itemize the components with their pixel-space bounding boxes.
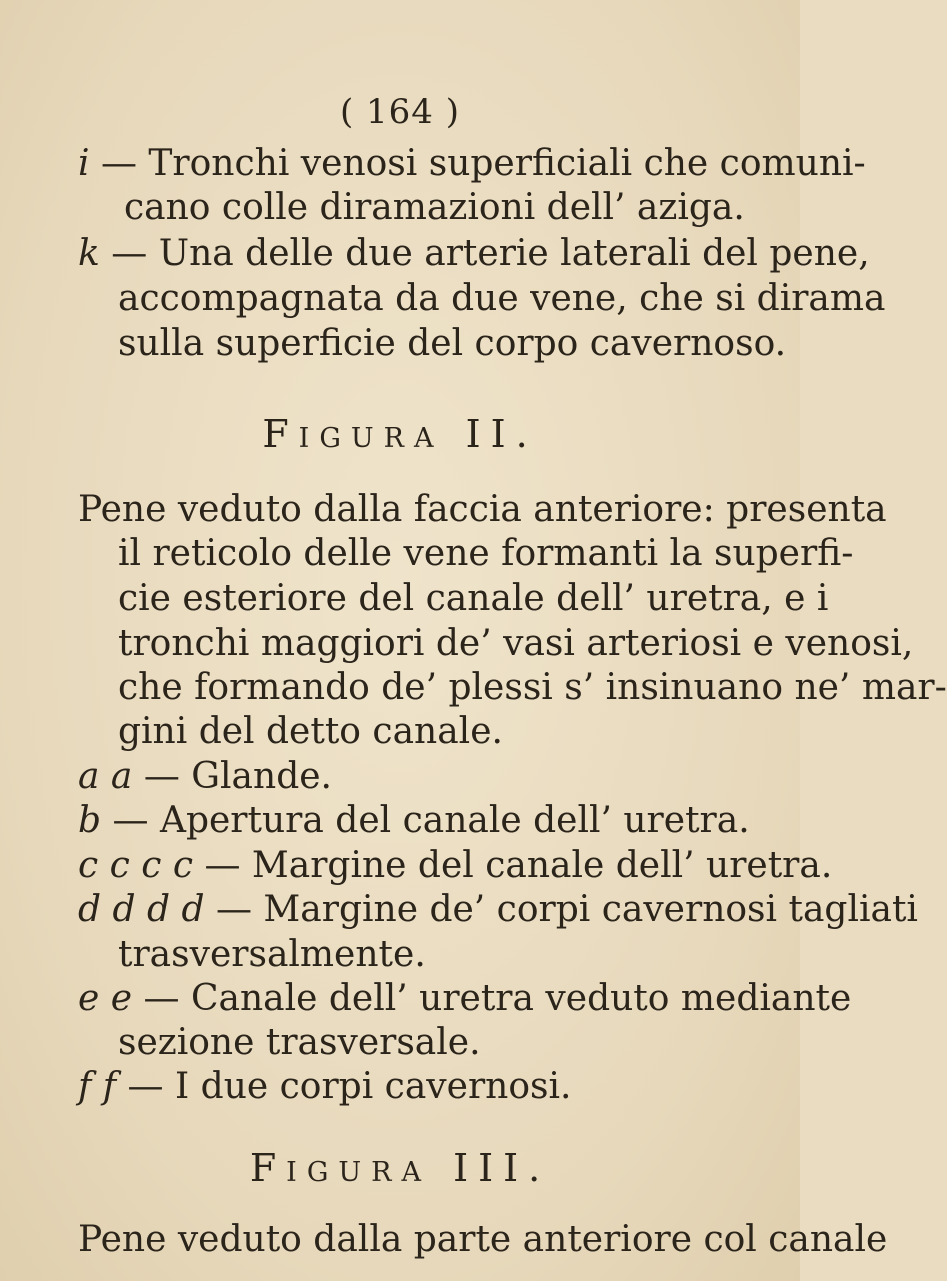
entry-letter: k xyxy=(78,233,100,274)
figure-2-heading: Figura II. xyxy=(262,412,538,456)
figure-2-entry-e-line-2: sezione trasversale. xyxy=(118,1022,481,1063)
figure-2-intro-line: il reticolo delle vene formanti la superfi- xyxy=(118,533,854,574)
figure-3-heading: Figura III. xyxy=(249,1146,551,1190)
figure-2-entry-d-line-2: trasversalmente. xyxy=(118,934,426,975)
entry-letter: d d d d xyxy=(78,889,205,930)
figure-2-intro-line: gini del detto canale. xyxy=(118,711,503,752)
figure-2-entry-b xyxy=(78,800,750,841)
entry-text: — Margine de’ corpi cavernosi tagliati xyxy=(215,889,918,930)
figure-2-entry-e xyxy=(78,978,852,1019)
entry-text: — Canale dell’ uretra veduto mediante xyxy=(143,978,852,1019)
figure-3-intro-line: Pene veduto dalla parte anteriore col canale xyxy=(78,1219,888,1260)
figure-2-intro-line: che formando de’ plessi s’ insinuano ne’ mar- xyxy=(118,667,947,708)
entry-text: — Glande. xyxy=(143,756,332,797)
figure-2-intro-line: tronchi maggiori de’ vasi arteriosi e venosi, xyxy=(118,623,914,664)
entry-text: — I due corpi cavernosi. xyxy=(127,1066,572,1107)
page-number: ( 164 ) xyxy=(339,92,461,132)
figure-2-intro-line: cie esteriore del canale dell’ uretra, e i xyxy=(118,578,829,619)
entry-text: — Margine del canale dell’ uretra. xyxy=(204,845,833,886)
figure-2-entry-d xyxy=(78,889,918,930)
entry-letter: a a xyxy=(78,756,133,797)
entry-letter: b xyxy=(78,800,102,841)
figure-2-entry-c xyxy=(78,845,833,886)
figure-2-entry-a xyxy=(78,756,332,797)
entry-letter: i xyxy=(78,143,90,184)
entry-text: — Tronchi venosi superficiali che comuni- xyxy=(100,143,866,184)
entry-letter: f f xyxy=(78,1066,117,1107)
entry-k-line-3: sulla superficie del corpo cavernoso. xyxy=(118,323,787,364)
entry-k-line-1 xyxy=(78,233,870,274)
entry-text: — Una delle due arterie laterali del pene, xyxy=(111,233,870,274)
figure-2-intro-line: Pene veduto dalla faccia anteriore: presenta xyxy=(78,489,887,530)
entry-letter: c c c c xyxy=(78,845,193,886)
entry-i-line-2: cano colle diramazioni dell’ aziga. xyxy=(124,187,745,228)
entry-k-line-2: accompagnata da due vene, che si dirama xyxy=(118,278,886,319)
entry-i-line-1 xyxy=(78,143,866,184)
entry-letter: e e xyxy=(78,978,133,1019)
entry-text: — Apertura del canale dell’ uretra. xyxy=(112,800,750,841)
figure-2-entry-f xyxy=(78,1066,572,1107)
